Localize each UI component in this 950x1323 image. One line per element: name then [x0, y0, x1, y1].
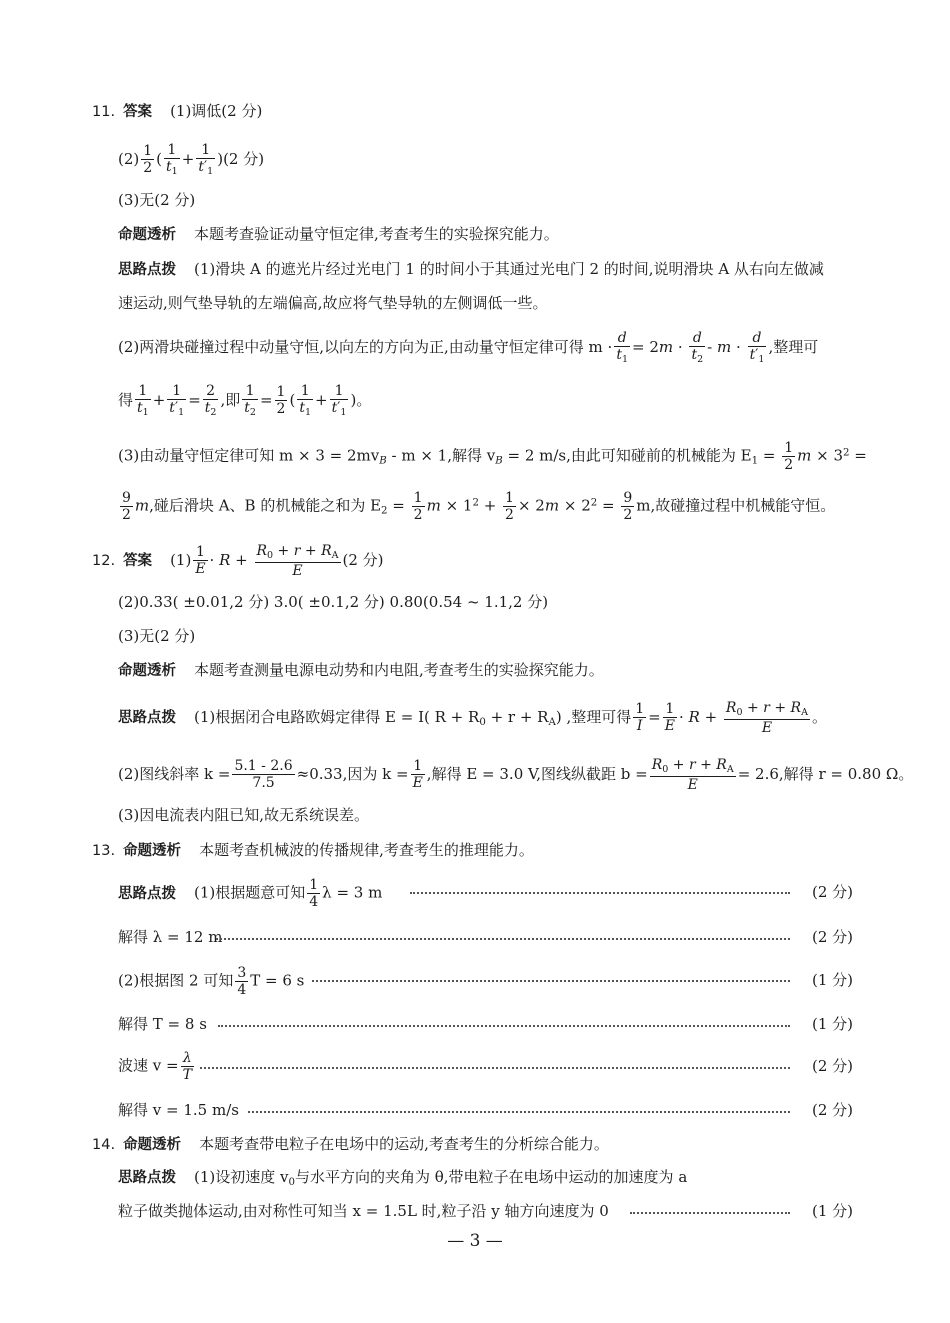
q13-score-3: (1 分): [811, 971, 853, 989]
q11-hint-1: 思路点拨 (1)滑块 A 的遮光片经过光电门 1 的时间小于其通过光电门 2 的时间,说明滑块 A 从右向左做减: [118, 260, 824, 278]
q13-score-4: (1 分): [811, 1015, 853, 1033]
q13-row-2: 解得 λ = 12 m: [118, 928, 223, 946]
q11-hint-3b: $\frac{9}{2}$ m,碰后滑块 A、B 的机械能之和为 $E_2$ = $\frac{1}{2}$ $m \times 1^2$ + $\frac{1}{2}$ × $2m \times 2^2$ = $\frac{9}{2}$ m,故碰撞过程中机械能守恒。: [122, 490, 836, 524]
q11-answer-3: (3)无(2 分): [118, 191, 196, 209]
q11-insight: 命题透析 本题考查验证动量守恒定律,考查考生的实验探究能力。: [118, 225, 559, 243]
q12-hint-2: (2)图线斜率 k = $\frac{5.1 - 2.6}{7.5}$ ≈0.33,因为 k = $\frac{1}{E}$ ,解得 E = 3.0 V,图线纵截距 b = $\frac{R_0 + r + R_A}{E}$ = 2.6,解得 r = 0.80 Ω。: [118, 757, 914, 793]
leader-dots: [248, 1111, 790, 1113]
q11-hint-3: (3)由动量守恒定律可知 $m \times 3 = 2mv_B - m \times 1$,解得 $v_B = 2$ m/s,由此可知碰前的机械能为 $E_1$ = $\frac{1}{2}$ $m \times 3^2$ =: [118, 440, 867, 474]
leader-dots: [410, 892, 790, 894]
q11-hint-1b: 速运动,则气垫导轨的左端偏高,故应将气垫导轨的左侧调低一些。: [118, 294, 548, 312]
q12-hint-3: (3)因电流表内阻已知,故无系统误差。: [118, 806, 370, 824]
q12-insight: 命题透析 本题考查测量电源电动势和内电阻,考查考生的实验探究能力。: [118, 661, 604, 679]
q12-answer-3: (3)无(2 分): [118, 627, 196, 645]
leader-dots: [630, 1212, 790, 1214]
q13-score-6: (2 分): [811, 1101, 853, 1119]
q13-insight: 13. 命题透析 本题考查机械波的传播规律,考查考生的推理能力。: [92, 841, 534, 859]
q11-answer-label: 答案: [123, 104, 153, 120]
q13-row-6: 解得 v = 1.5 m/s: [118, 1101, 239, 1119]
leader-dots: [218, 1025, 790, 1027]
q11-number: 11.: [92, 104, 116, 120]
q13-row-1: 思路点拨 (1)根据题意可知 $\frac{1}{4}$ λ = 3 m: [118, 877, 383, 911]
leader-dots: [200, 1067, 790, 1069]
page-number: — 3 —: [447, 1231, 503, 1251]
q11-answer-1: (1)调低(2 分): [170, 102, 263, 120]
leader-dots: [312, 980, 790, 982]
q13-score-5: (2 分): [811, 1057, 853, 1075]
q13-row-4: 解得 T = 8 s: [118, 1015, 207, 1033]
q14-hint-2: 粒子做类抛体运动,由对称性可知当 x = 1.5L 时,粒子沿 y 轴方向速度为 0: [118, 1202, 609, 1220]
q13-row-3: (2)根据图 2 可知 $\frac{3}{4}$ T = 6 s: [118, 965, 305, 999]
q11-hint-2: (2)两滑块碰撞过程中动量守恒,以向左的方向为正,由动量守恒定律可得 m · $\frac{d}{t_1}$ = 2m · $\frac{d}{t_2}$ - m · $\frac{d}{t'_1}$ ,整理可: [118, 330, 819, 365]
q11-hint-2b: 得 $\frac{1}{t_1}$ + $\frac{1}{t'_1}$ = $\frac{2}{t_2}$ ,即 $\frac{1}{t_2}$ = $\frac{1}{2}$ ( $\frac{1}{t_1}$ + $\frac{1}{t'_1}$ )。: [118, 383, 372, 418]
q13-row-5: 波速 v = $\frac{\lambda}{T}$: [118, 1050, 192, 1084]
q13-score-1: (2 分): [811, 883, 853, 901]
q14-insight: 14. 命题透析 本题考查带电粒子在电场中的运动,考查考生的分析综合能力。: [92, 1135, 609, 1153]
q13-score-2: (2 分): [811, 928, 853, 946]
q12-answer-line: 12. 答案 (1) $\frac{1}{E}$ · R + $\frac{R_0 + r + R_A}{E}$ (2 分): [92, 543, 384, 579]
q11-answer-2: (2) $\frac{1}{2}$ ( $\frac{1}{t_1}$ + $\frac{1}{t'_1}$ )(2 分): [118, 142, 265, 177]
q12-answer-2: (2)0.33( ±0.01,2 分) 3.0( ±0.1,2 分) 0.80(0.54 ~ 1.1,2 分): [118, 593, 549, 611]
q14-score-1: (1 分): [811, 1202, 853, 1220]
q14-hint-1: 思路点拨 (1)设初速度 $v_0$与水平方向的夹角为 θ,带电粒子在电场中运动的加速度为 a: [118, 1168, 688, 1189]
q12-hint-1: 思路点拨 (1)根据闭合电路欧姆定律得 E = I( $R + R_0 + r + R_A$) ,整理可得 $\frac{1}{I}$ = $\frac{1}{E}$ · R + $\frac{R_0 + r + R_A}{E}$ 。: [118, 700, 827, 736]
q11-answer-line: [92, 104, 262, 120]
leader-dots: [216, 938, 790, 940]
